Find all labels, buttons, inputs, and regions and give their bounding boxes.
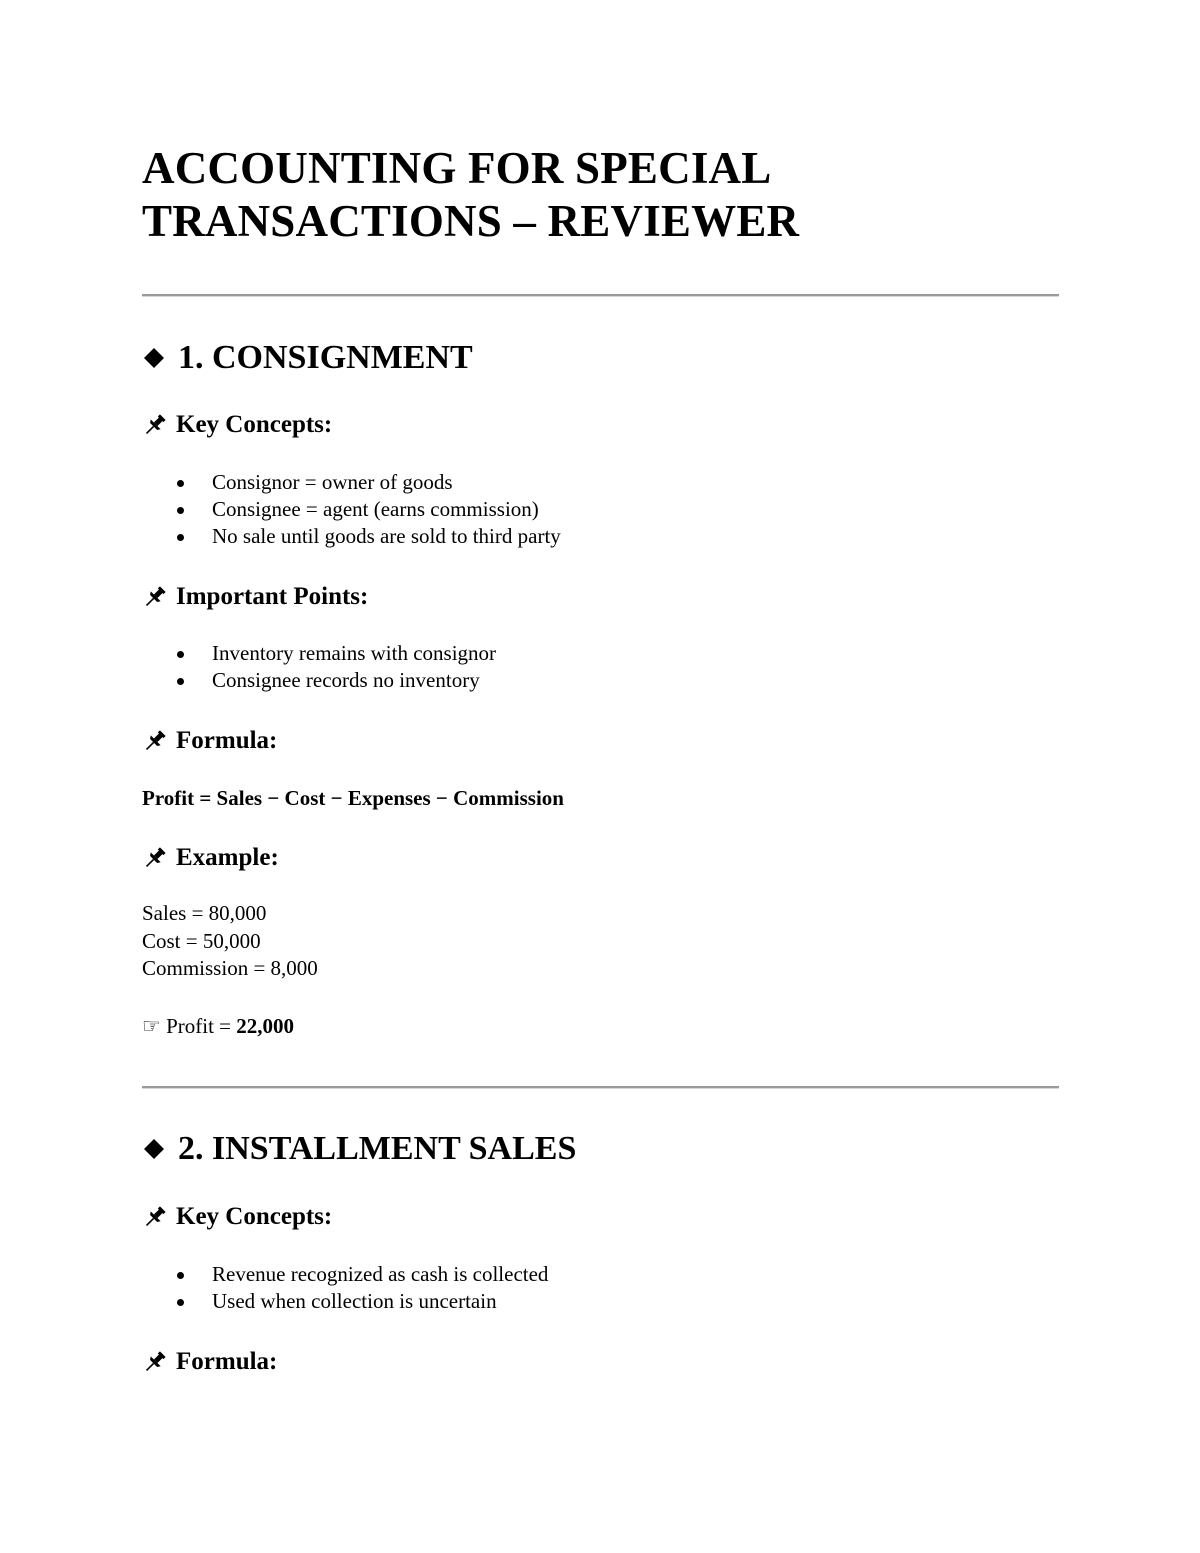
- list-item: No sale until goods are sold to third party: [142, 523, 561, 550]
- section-heading-text: 1. CONSIGNMENT: [178, 339, 473, 376]
- pushpin-icon: [142, 584, 168, 610]
- list-item: Revenue recognized as cash is collected: [142, 1261, 548, 1288]
- section-heading-text: 2. INSTALLMENT SALES: [178, 1130, 577, 1167]
- list-item: Used when collection is uncertain: [142, 1288, 548, 1315]
- horizontal-divider: [142, 294, 1059, 297]
- title-line-1: ACCOUNTING FOR SPECIAL: [142, 143, 772, 193]
- subheading-text: Key Concepts:: [176, 411, 333, 438]
- diamond-icon: [142, 346, 166, 370]
- subheading-formula: [142, 726, 277, 756]
- pushpin-icon: [142, 1349, 168, 1375]
- subheading-key-concepts: [142, 1202, 332, 1232]
- subheading-text: Example:: [176, 844, 279, 871]
- subheading-key-concepts: [142, 410, 332, 440]
- title-line-2: TRANSACTIONS – REVIEWER: [142, 196, 800, 246]
- list-item: Consignee records no inventory: [142, 667, 496, 694]
- subheading-example: [142, 843, 279, 873]
- subheading-text: Key Concepts:: [176, 1203, 333, 1230]
- example-line: Commission = 8,000: [142, 956, 318, 980]
- horizontal-divider: [142, 1086, 1059, 1089]
- important-points-list: [142, 640, 496, 694]
- list-item: Inventory remains with consignor: [142, 640, 496, 667]
- pushpin-icon: [142, 728, 168, 754]
- section-heading-consignment: [142, 338, 473, 378]
- subheading-important-points: [142, 582, 368, 612]
- example-result-label: ☞ Profit =: [142, 1014, 237, 1038]
- key-concepts-list: [142, 469, 561, 550]
- diamond-icon: [142, 1137, 166, 1161]
- subheading-text: Formula:: [176, 727, 278, 754]
- example-result: [142, 1013, 294, 1040]
- example-line: Sales = 80,000: [142, 901, 267, 925]
- example-result-value: 22,000: [236, 1014, 295, 1038]
- formula-text: Profit = Sales − Cost − Expenses − Commission: [142, 786, 564, 810]
- subheading-text: Formula:: [176, 1348, 278, 1375]
- section-heading-installment-sales: [142, 1129, 576, 1169]
- list-item: Consignor = owner of goods: [142, 469, 561, 496]
- pushpin-icon: [142, 1204, 168, 1230]
- subheading-formula: [142, 1347, 277, 1377]
- list-item: Consignee = agent (earns commission): [142, 496, 561, 523]
- example-line: Cost = 50,000: [142, 929, 261, 953]
- document-title: [142, 142, 1042, 248]
- pushpin-icon: [142, 845, 168, 871]
- pushpin-icon: [142, 412, 168, 438]
- subheading-text: Important Points:: [176, 583, 369, 610]
- key-concepts-list: [142, 1261, 548, 1315]
